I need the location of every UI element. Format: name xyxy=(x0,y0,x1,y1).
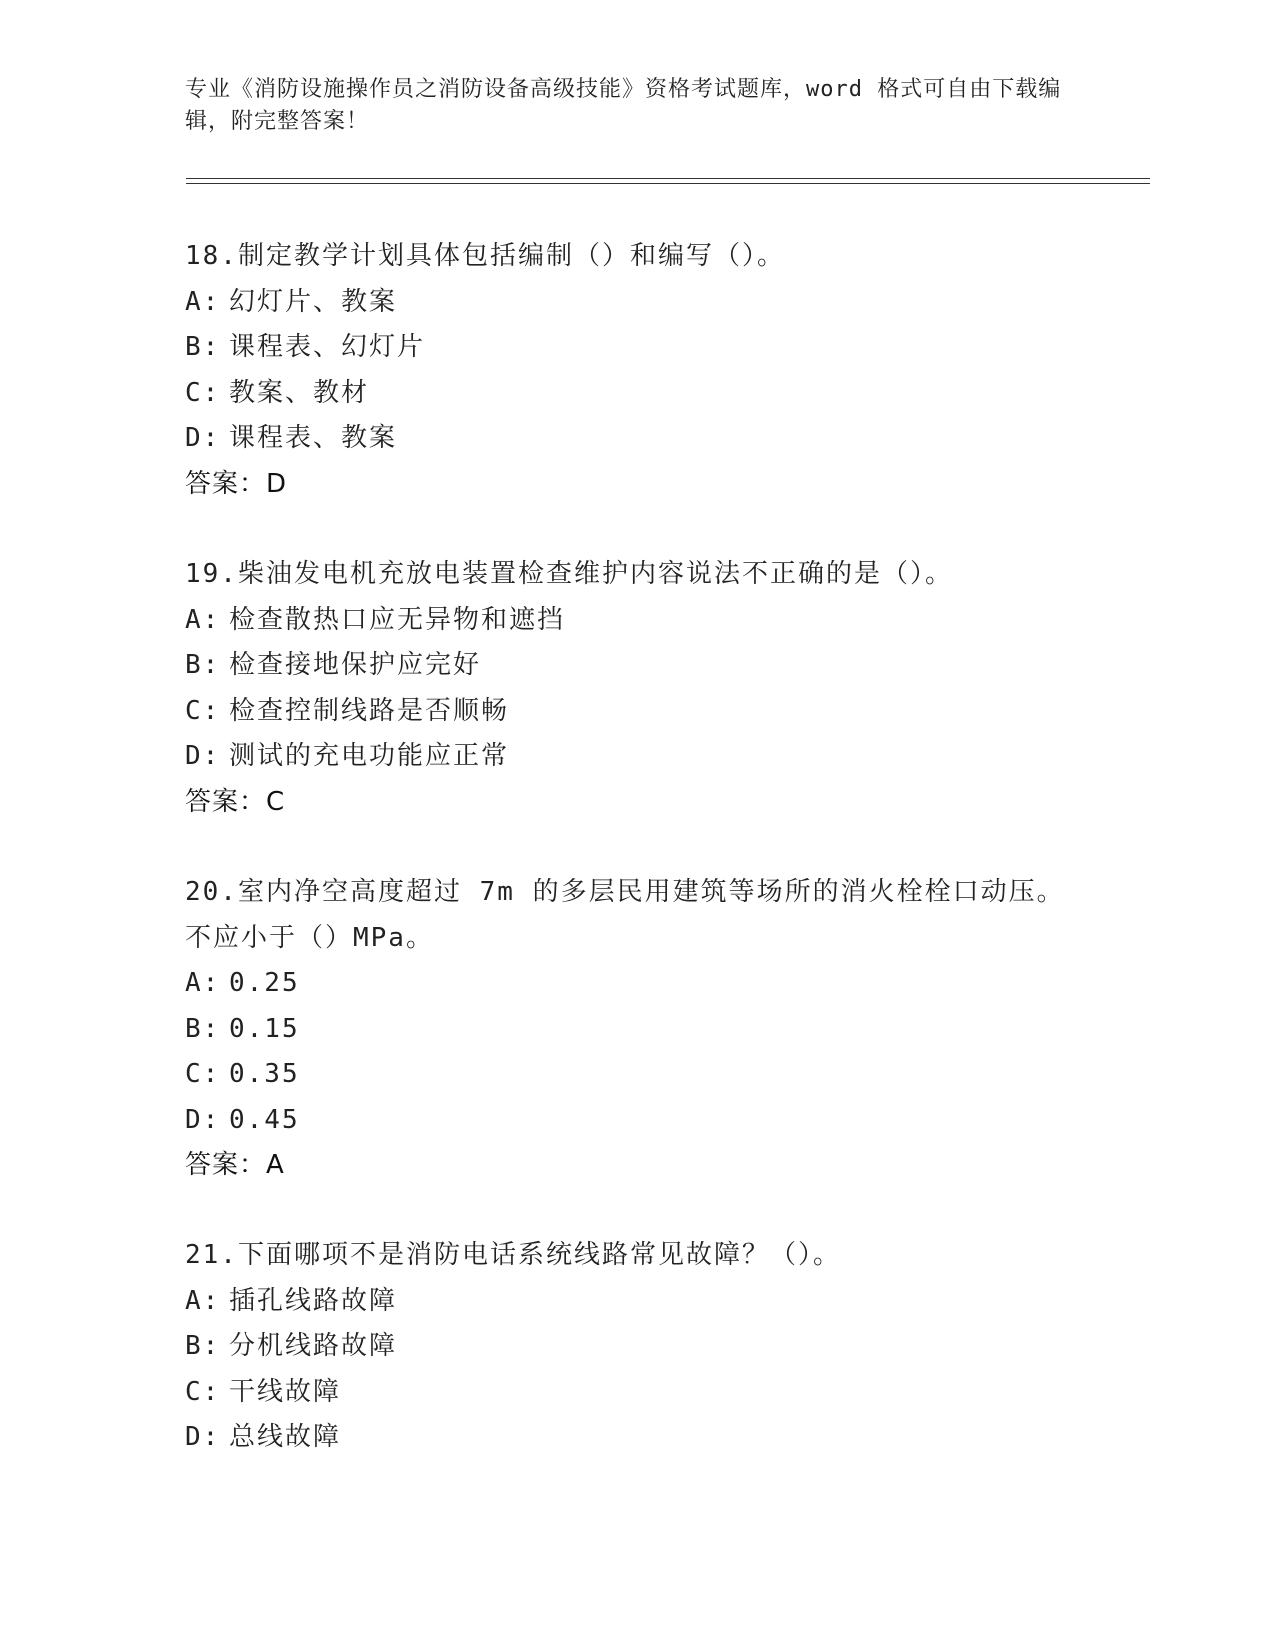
option-text: 干线故障 xyxy=(229,1376,342,1407)
option-a xyxy=(185,280,1125,326)
answer-line: 答案：C xyxy=(185,786,286,817)
question-19 xyxy=(185,552,1125,825)
option-d xyxy=(185,1098,1125,1144)
option-letter: A: xyxy=(185,968,221,998)
option-letter: D: xyxy=(185,1104,221,1135)
option-a xyxy=(185,1279,1125,1325)
option-letter: D: xyxy=(185,741,221,771)
option-text: 0.35 xyxy=(229,1059,300,1089)
question-title: 19.柴油发电机充放电装置检查维护内容说法不正确的是（）。 xyxy=(185,559,953,589)
option-letter: B: xyxy=(185,1331,221,1361)
option-b xyxy=(185,1324,1125,1370)
option-d xyxy=(185,734,1125,780)
question-18 xyxy=(185,234,1125,507)
option-letter: D: xyxy=(185,1422,221,1452)
option-text: 教案、教材 xyxy=(229,377,370,408)
option-text: 检查接地保护应完好 xyxy=(229,650,482,680)
option-text: 插孔线路故障 xyxy=(229,1285,398,1316)
answer-line: 答案：D xyxy=(185,468,288,499)
option-letter: D: xyxy=(185,423,221,453)
option-d xyxy=(185,1415,1125,1461)
option-letter: B: xyxy=(185,332,221,362)
option-letter: A: xyxy=(185,604,221,635)
header-divider xyxy=(186,178,1150,184)
question-title: 21.下面哪项不是消防电话系统线路常见故障？（）。 xyxy=(185,1240,841,1270)
document-header: 专业《消防设施操作员之消防设备高级技能》资格考试题库，word 格式可自由下载编辑，附完整答案！ xyxy=(185,77,1062,134)
option-text: 总线故障 xyxy=(229,1422,342,1452)
option-a xyxy=(185,598,1125,644)
option-letter: C: xyxy=(185,1059,221,1089)
option-text: 分机线路故障 xyxy=(229,1331,398,1361)
question-title-continued: 不应小于（）MPa。 xyxy=(185,922,434,953)
option-text: 检查控制线路是否顺畅 xyxy=(229,695,510,726)
option-text: 课程表、幻灯片 xyxy=(229,332,426,362)
option-text: 测试的充电功能应正常 xyxy=(229,741,510,771)
option-letter: C: xyxy=(185,695,221,726)
answer-line: 答案：A xyxy=(185,1150,285,1180)
option-text: 检查散热口应无异物和遮挡 xyxy=(229,604,566,635)
option-letter: A: xyxy=(185,1285,221,1316)
option-letter: C: xyxy=(185,1376,221,1407)
option-text: 幻灯片、教案 xyxy=(229,286,398,317)
option-a xyxy=(185,961,1125,1007)
question-title: 20.室内净空高度超过 7m 的多层民用建筑等场所的消火栓栓口动压。 xyxy=(185,877,1065,907)
option-text: 课程表、教案 xyxy=(229,423,398,453)
option-text: 0.15 xyxy=(229,1013,300,1044)
option-text: 0.25 xyxy=(229,968,300,998)
option-c xyxy=(185,1052,1125,1098)
option-letter: A: xyxy=(185,286,221,317)
option-d xyxy=(185,416,1125,462)
option-c xyxy=(185,1370,1125,1416)
option-letter: B: xyxy=(185,1013,221,1044)
question-title: 18.制定教学计划具体包括编制（）和编写（）。 xyxy=(185,241,785,271)
option-b xyxy=(185,325,1125,371)
option-c xyxy=(185,689,1125,735)
question-20 xyxy=(185,870,1125,1189)
option-b xyxy=(185,643,1125,689)
option-letter: B: xyxy=(185,650,221,680)
option-c xyxy=(185,371,1125,417)
question-21 xyxy=(185,1233,1125,1461)
option-text: 0.45 xyxy=(229,1104,300,1135)
option-letter: C: xyxy=(185,377,221,408)
option-b xyxy=(185,1007,1125,1053)
